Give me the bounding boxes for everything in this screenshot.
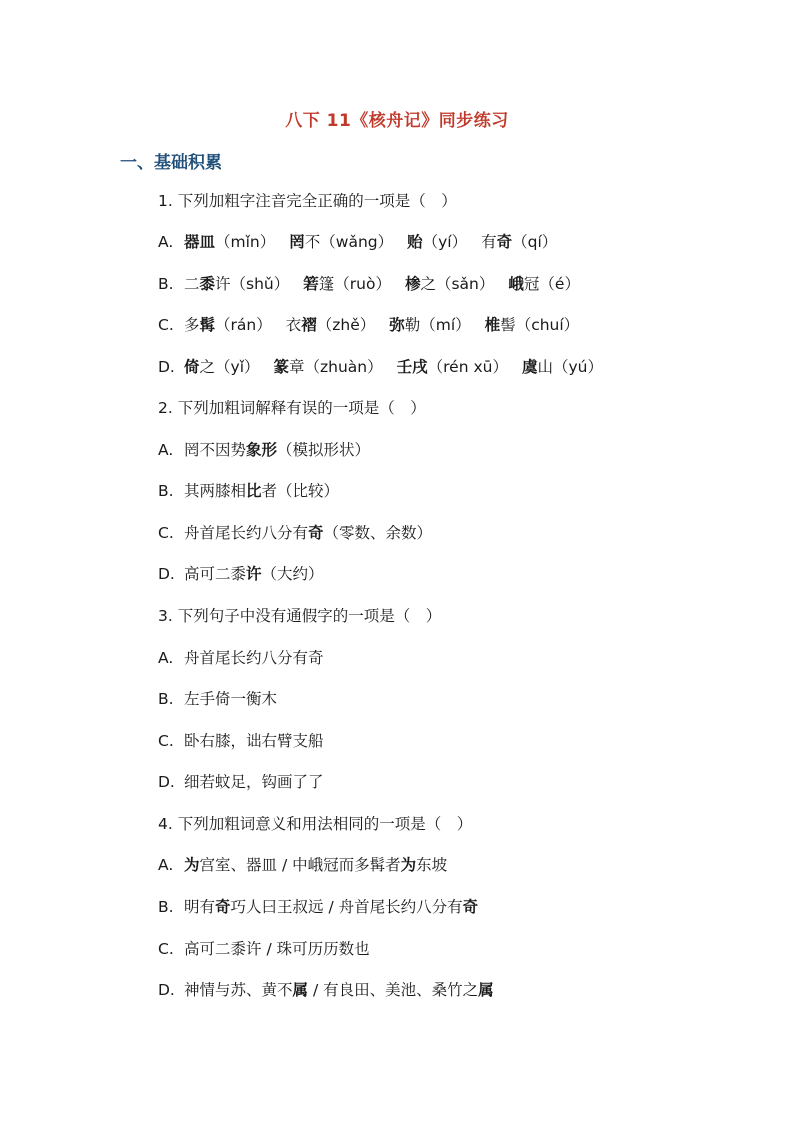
question-2-stem: 2. 下列加粗词解释有误的一项是（ ） [158,399,426,417]
q2-option-c[interactable]: C. 舟首尾长约八分有奇（零数、余数） [158,524,433,542]
q3-option-d[interactable]: D. 细若蚊足，钩画了了 [158,773,324,791]
question-1-stem: 1. 下列加粗字注音完全正确的一项是（ ） [158,192,457,210]
q1-option-d[interactable]: D. 倚之（yǐ） 篆章（zhuàn） 壬戌（rén xū） 虞山（yú） [158,358,603,376]
q1-option-c[interactable]: C. 多髯（rán） 衣褶（zhě） 弥勒（mí） 椎髻（chuí） [158,316,580,334]
question-3-stem: 3. 下列句子中没有通假字的一项是（ ） [158,607,442,625]
q1-option-b[interactable]: B. 二黍许（shǔ） 箬篷（ruò） 椮之（sǎn） 峨冠（é） [158,275,580,293]
q3-option-c[interactable]: C. 卧右膝，诎右臂支船 [158,732,324,750]
q4-option-a[interactable]: A. 为宫室、器皿 / 中峨冠而多髯者为东坡 [158,856,448,874]
q2-option-d[interactable]: D. 高可二黍许（大约） [158,565,324,583]
q4-option-b[interactable]: B. 明有奇巧人曰王叔远 / 舟首尾长约八分有奇 [158,898,479,916]
q2-option-b[interactable]: B. 其两膝相比者（比较） [158,482,340,500]
page-title: 八下 11《核舟记》同步练习 [285,111,509,131]
q4-option-d[interactable]: D. 神情与苏、黄不属 / 有良田、美池、桑竹之属 [158,981,494,999]
section-heading: 一、基础积累 [120,153,222,173]
q2-option-a[interactable]: A. 罔不因势象形（模拟形状） [158,441,371,459]
q1-option-a[interactable]: A. 器皿（mǐn） 罔不（wǎng） 贻（yí） 有奇（qí） [158,233,558,251]
question-4-stem: 4. 下列加粗词意义和用法相同的一项是（ ） [158,815,473,833]
q3-option-a[interactable]: A. 舟首尾长约八分有奇 [158,649,324,667]
q3-option-b[interactable]: B. 左手倚一衡木 [158,690,278,708]
q4-option-c[interactable]: C. 高可二黍许 / 珠可历历数也 [158,940,370,958]
